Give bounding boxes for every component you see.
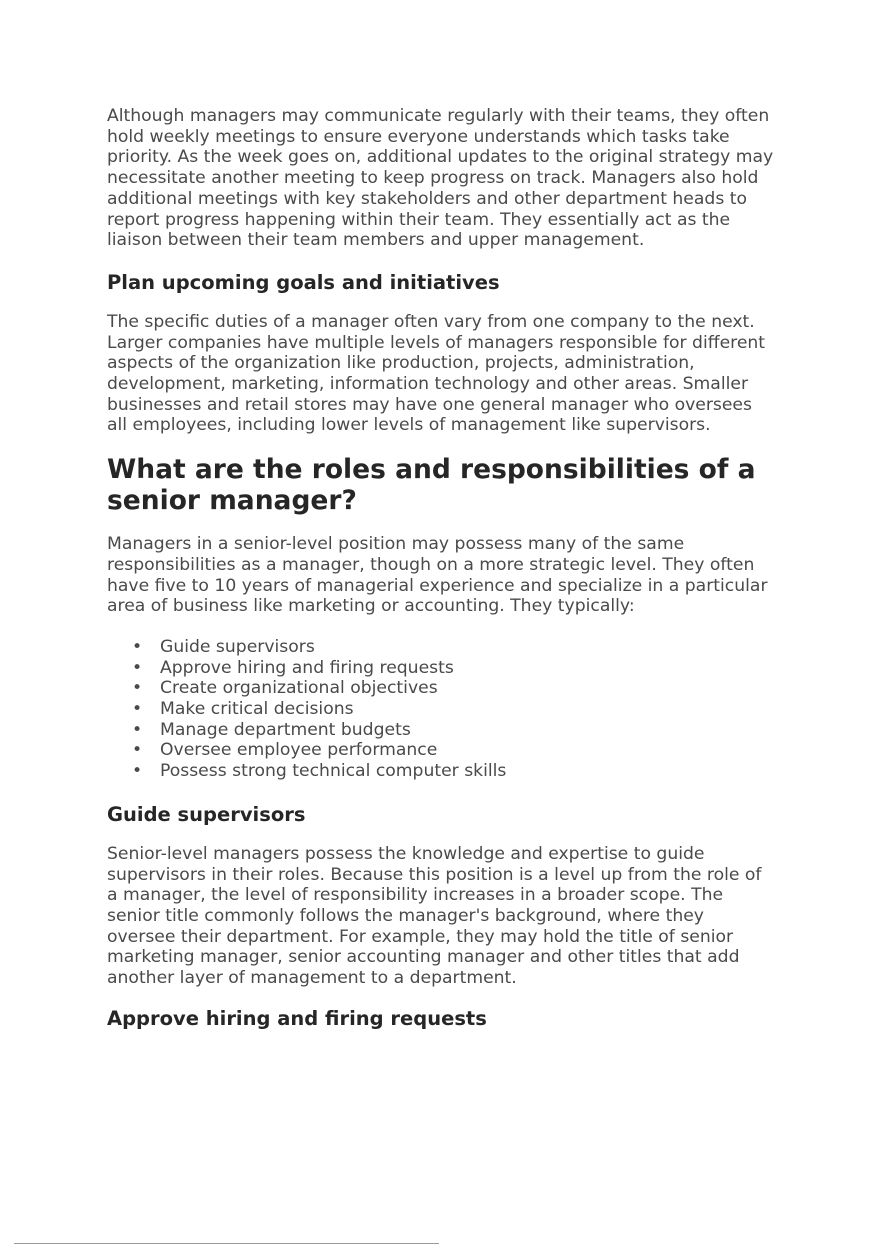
senior-manager-paragraph: Managers in a senior-level position may possess many of the same responsibilities as a manager, though on a more strategic level. They often have five to 10 years of managerial experience and specialize in a particular area of business like marketing or accounting. They typically: <box>107 534 768 617</box>
bullet-icon: • <box>132 699 143 720</box>
list-item-text: Approve hiring and firing requests <box>160 657 454 678</box>
list-item <box>107 658 777 679</box>
heading-guide-supervisors: Guide supervisors <box>107 802 306 826</box>
heading-plan-goals: Plan upcoming goals and initiatives <box>107 270 500 294</box>
heading-approve-hiring: Approve hiring and firing requests <box>107 1006 487 1030</box>
list-item <box>107 761 777 782</box>
bullet-icon: • <box>132 678 143 699</box>
list-item <box>107 740 777 761</box>
guide-supervisors-paragraph: Senior-level managers possess the knowledge and expertise to guide supervisors in their roles. Because this position is a level up from the role of a manager, the level of responsibility increases in a broader scope. The senior title commonly follows the manager's background, where they oversee their department. For example, they may hold the title of senior marketing manager, senior accounting manager and other titles that add another layer of management to a department. <box>107 843 762 989</box>
bullet-icon: • <box>132 719 143 740</box>
list-item-text: Oversee employee performance <box>160 740 438 761</box>
heading-senior-manager-roles: What are the roles and responsibilities of a senior manager? <box>107 454 756 517</box>
intro-paragraph: Although managers may communicate regularly with their teams, they often hold weekly meetings to ensure everyone understands which tasks take priority. As the week goes on, additional updates to the original strategy may necessitate another meeting to keep progress on track. Managers also hold additional meetings with key stakeholders and other department heads to report progress happening within their team. They essentially act as the liaison between their team members and upper management. <box>107 106 774 251</box>
company-duties-paragraph: The specific duties of a manager often vary from one company to the next. Larger companies have multiple levels of managers responsible for different aspects of the organization like production, projects, administration, development, marketing, information technology and other areas. Smaller businesses and retail stores may have one general manager who oversees all employees, including lower levels of management like supervisors. <box>107 311 766 436</box>
bullet-icon: • <box>132 657 143 678</box>
list-item-text: Make critical decisions <box>160 699 354 720</box>
list-item <box>107 699 777 720</box>
list-item-text: Possess strong technical computer skills <box>160 761 507 782</box>
list-item-text: Create organizational objectives <box>160 678 438 699</box>
list-item <box>107 637 777 658</box>
bullet-icon: • <box>132 761 143 782</box>
responsibilities-list <box>107 637 777 782</box>
bullet-icon: • <box>132 636 143 657</box>
list-item <box>107 720 777 741</box>
bullet-icon: • <box>132 740 143 761</box>
list-item-text: Manage department budgets <box>160 719 411 740</box>
list-item-text: Guide supervisors <box>160 636 315 657</box>
list-item <box>107 678 777 699</box>
document-page <box>107 106 777 1031</box>
footnote-separator <box>14 1243 439 1244</box>
